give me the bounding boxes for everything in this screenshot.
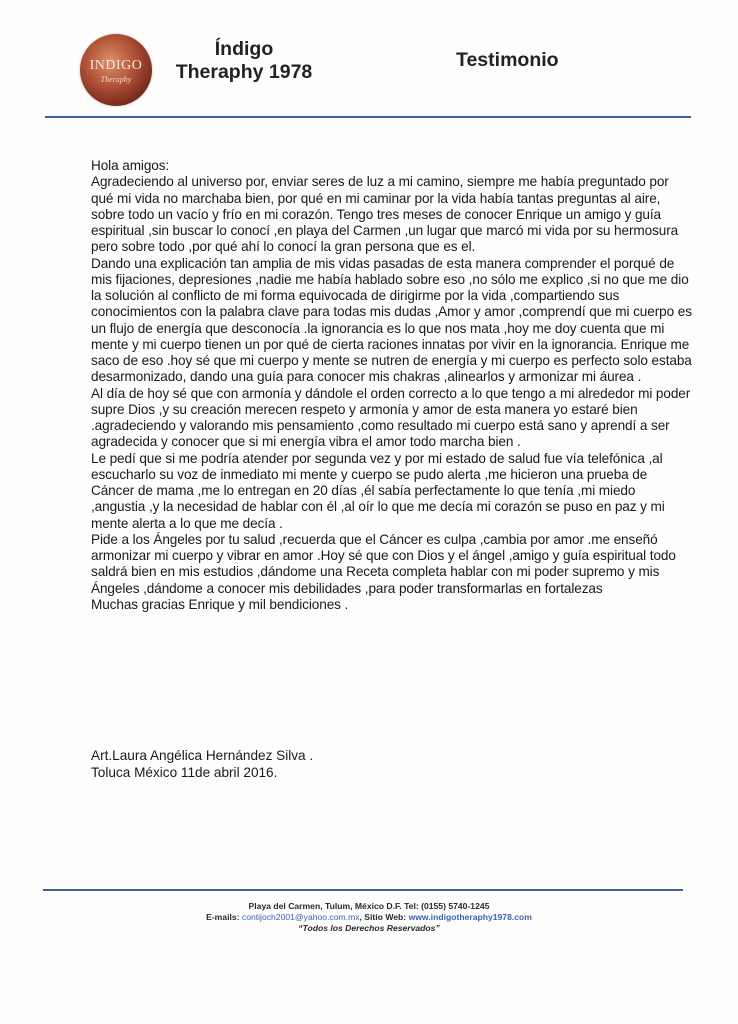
letter-paragraph: Dando una explicación tan amplia de mis vidas pasadas de esta manera comprender el porqué de mis fijaciones, depresiones ,nadie me había hablado sobre eso ,no sólo me explico ,si no que me dio la solución al conflicto de mi forma equivocada de dirigirme por la vida ,compartiendo sus conocimientos con la palabra clave para todas mis dudas ,Amor y amor ,comprendí que mi cuerpo es un flujo de energía que desconocía .la ignorancia es lo que nos mata ,hoy me doy cuenta que mi mente y mi cuerpo tienen un por qué de cierta raciones innatas por vivir en la ignorancia. Enrique me saco de eso .hoy sé que mi cuerpo y mente se nutren de energía y mi cuerpo es perfecto solo estaba desarmonizado, dando una guía para conocer mis chakras ,alinearlos y armonizar mi áurea . bbox=[91, 255, 692, 385]
brand-name bbox=[168, 38, 320, 84]
footer-rights: “Todos los Derechos Reservados” bbox=[298, 923, 440, 933]
letter-paragraph: Agradeciendo al universo por, enviar seres de luz a mi camino, siempre me había preguntado por qué mi vida no marchaba bien, por qué en mi caminar por la vida había tantas preguntas al aire, sobre todo un vacío y frío en mi corazón. Tengo tres meses de conocer Enrique un amigo y guía espiritual ,sin buscar lo conocí ,en playa del Carmen ,un lugar que marcó mi vida por su hermosura pero sobre todo ,por qué ahí lo conocí la gran persona que es el. bbox=[91, 174, 679, 255]
logo-text: INDIGO bbox=[89, 58, 143, 73]
email-link[interactable]: contijoch2001@yahoo.com.mx bbox=[241, 912, 360, 922]
letter-paragraph: Muchas gracias Enrique y mil bendiciones . bbox=[91, 596, 349, 612]
website-link[interactable]: www.indigotheraphy1978.com bbox=[408, 912, 532, 922]
signature-place-date: Toluca México 11de abril 2016. bbox=[91, 764, 278, 780]
letter-paragraph: Pide a los Ángeles por tu salud ,recuerda que el Cáncer es culpa ,cambia por amor .me enseñó armonizar mi cuerpo y vibrar en amor .Hoy sé que con Dios y el ángel ,amigo y guía espiritual todo saldrá bien en mis estudios ,dándome una Receta completa hablar con mi poder supremo y mis Ángeles ,dándome a conocer mis debilidades ,para poder transformarlas en fortalezas bbox=[91, 531, 676, 596]
website-label: , Sitio Web: bbox=[359, 912, 407, 922]
letter-paragraph: Al día de hoy sé que con armonía y dándole el orden correcto a lo que tengo a mi alrededor mi poder supre Dios ,y su creación merecen respeto y armonía y amor de esta manera yo estaré bien .agradeciendo y valorando mis pensamiento ,como resultado mi cuerpo está sano y aprendí a ser agradecida y conocer que si mi energía vibra el amor todo marcha bien . bbox=[91, 385, 691, 450]
logo-subtext: Theraphy bbox=[100, 75, 132, 84]
brand-line-1: Índigo bbox=[214, 38, 274, 60]
footer-contact bbox=[0, 912, 738, 923]
letter-body bbox=[91, 158, 693, 613]
signature-block bbox=[91, 748, 591, 781]
document-title: Testimonio bbox=[456, 49, 559, 71]
letter-paragraph: Hola amigos: bbox=[91, 158, 170, 173]
header-divider bbox=[45, 116, 691, 118]
emails-label: E-mails: bbox=[206, 912, 240, 922]
footer-divider bbox=[43, 889, 683, 891]
signature-name: Art.Laura Angélica Hernández Silva . bbox=[91, 748, 314, 763]
letter-paragraph: Le pedí que si me podría atender por segunda vez y por mi estado de salud fue vía telefónica ,al escucharlo su voz de inmediato mi mente y cuerpo se pudo alerta ,me hicieron una prueba de Cáncer de mama ,me lo entregan en 20 días ,él sabía perfectamente lo que tenía ,mi miedo ,angustia ,y la necesidad de hablar con él ,al oír lo que me decía mi corazón se puso en paz y mi mente alerta a lo que me decía . bbox=[91, 450, 665, 531]
brand-line-2: Theraphy 1978 bbox=[175, 61, 313, 83]
footer-address: Playa del Carmen, Tulum, México D.F. Tel: (0155) 5740-1245 bbox=[248, 901, 490, 911]
indigo-logo bbox=[80, 34, 152, 106]
